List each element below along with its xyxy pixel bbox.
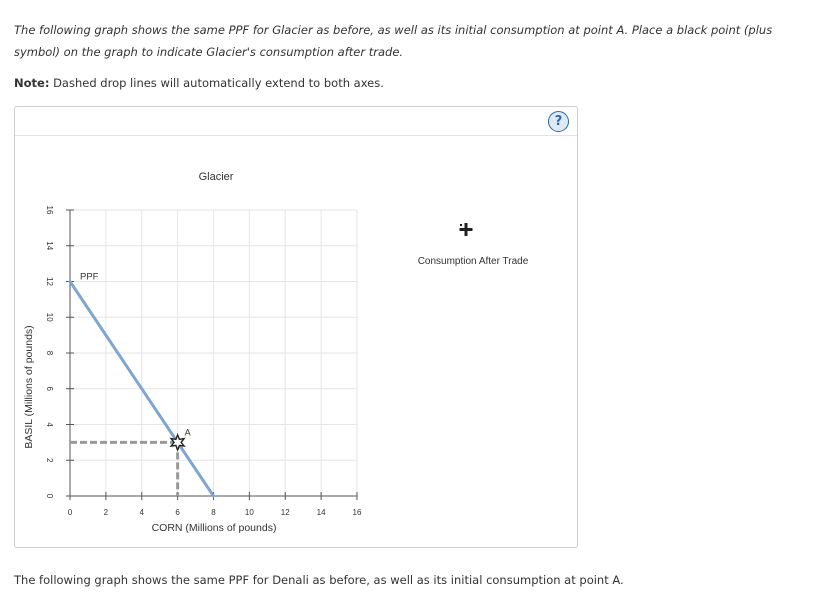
x-axis-label: CORN (Millions of pounds) [151,522,277,534]
y-tick-label: 14 [45,241,54,251]
chart-canvas[interactable] [15,107,577,547]
graph-panel [14,106,578,548]
ticks [45,206,362,517]
x-tick-label: 0 [67,508,73,517]
grid [70,210,357,496]
y-tick-label: 12 [45,277,54,286]
x-tick-label: 10 [244,508,254,517]
y-axis-label: BASIL (Millions of pounds) [23,325,35,449]
point-a-label: A [184,427,191,438]
x-tick-label: 4 [139,508,144,517]
x-tick-label: 16 [352,508,362,517]
plus-icon[interactable] [460,223,473,236]
note [14,74,384,92]
palette-tool-consumption-after-trade[interactable] [418,223,529,267]
help-button[interactable]: ? [548,111,569,132]
intro-text: The following graph shows the same PPF for Glacier as before, as well as its initial consumption at point A. Place a black point (plus symbol) on the graph to indicate Glacier's consumption after trade. [14,23,773,59]
y-tick-label: 6 [45,386,54,391]
y-tick-label: 8 [45,350,54,356]
palette-label: Consumption After Trade [417,256,529,267]
note-label: Note: [14,76,50,90]
y-tick-label: 4 [45,422,54,427]
x-tick-label: 12 [280,508,290,517]
y-tick-label: 10 [45,312,54,322]
footer-text: The following graph shows the same PPF for Denali as before, as well as its initial consumption at point A. [14,573,624,587]
ppf-label: PPF [80,271,99,283]
y-tick-label: 2 [45,458,54,463]
chart-title: Glacier [198,171,234,183]
x-tick-label: 14 [316,508,326,517]
x-tick-label: 2 [103,508,109,517]
note-text: Dashed drop lines will automatically extend to both axes. [49,76,384,90]
y-tick-label: 16 [45,205,54,215]
drop-lines [70,442,178,496]
y-tick-label: 0 [45,493,54,499]
x-tick-label: 8 [211,508,216,517]
x-tick-label: 6 [175,508,180,517]
